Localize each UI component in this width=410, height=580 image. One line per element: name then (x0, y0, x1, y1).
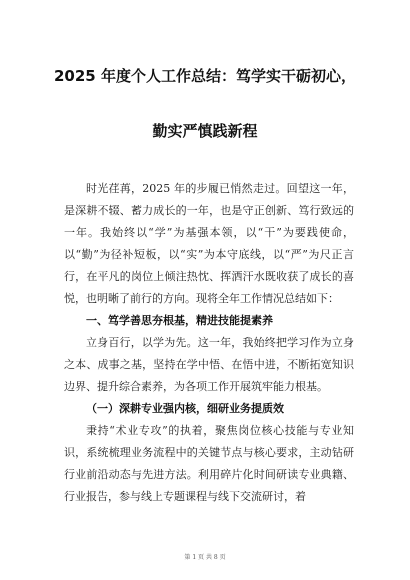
document-title-line-1: 2025 年度个人工作总结：笃学实干砺初心， (54, 67, 356, 85)
document-title-line-2: 勤实严慎践新程 (152, 122, 258, 140)
subsection-1-paragraph: 秉持“术业专攻”的执着，聚焦岗位核心技能与专业知识，系统梳理业务流程中的关键节点与核心要求，主动钻研行业前沿动态与先进方法。利用碎片化时间研读专业典籍、行业报告，参与线上专题课程与线下交流研讨，着 (64, 424, 354, 503)
page-number-footer: 第 1 页 共 8 页 (184, 554, 226, 561)
section-1-paragraph: 立身百行，以学为先。这一年，我始终把学习作为立身之本、成事之基，坚持在学中悟、在悟中进，不断拓宽知识边界、提升综合素养，为各项工作开展筑牢能力根基。 (64, 336, 354, 393)
document-body (64, 178, 354, 508)
subsection-1-heading: （一）深耕专业强内核，细研业务提质效 (86, 402, 284, 415)
intro-paragraph: 时光荏苒，2025 年的步履已悄然走过。回望这一年，是深耕不辍、蓄力成长的一年，也是守正创新、笃行致远的一年。我始终以“学”为基强本领，以“干”为要践使命，以“勤”为径补短板，以“实”为本守底线，以“严”为尺正言行，在平凡的岗位上倾注热忱、挥洒汗水既收获了成长的喜悦，也明晰了前行的方向。现将全年工作情况总结如下： (64, 182, 354, 305)
section-1-heading: 一、笃学善思夯根基，精进技能提素养 (86, 314, 273, 327)
